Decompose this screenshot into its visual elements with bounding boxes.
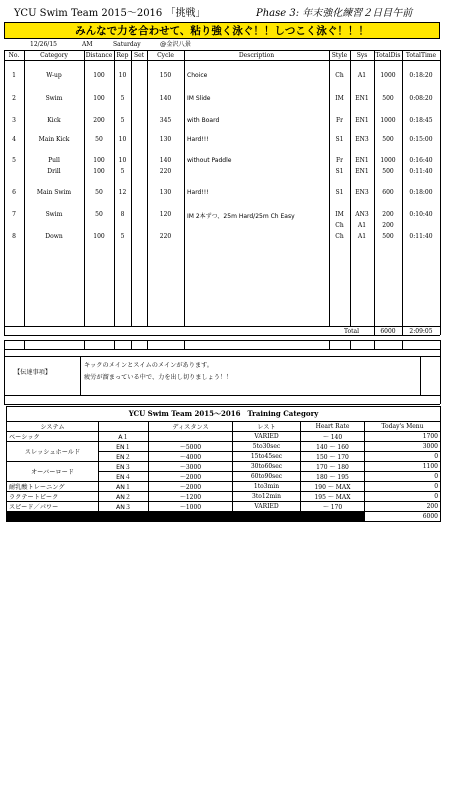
- cell-totaltime: 0:08:20: [409, 95, 433, 102]
- system-heart-rate: 150 〜 170: [301, 452, 365, 462]
- system-menu: 1100: [365, 462, 441, 472]
- system-menu: 3000: [365, 442, 441, 452]
- col-no: No.: [8, 52, 20, 59]
- cell-no: 2: [12, 95, 16, 102]
- system-distance: 〜2000: [149, 482, 233, 492]
- cell-rep: 5: [120, 117, 125, 124]
- th-code: [99, 422, 149, 432]
- phase-title: Phase 3: 年末強化練習２日目午前: [256, 8, 413, 19]
- system-distance: [149, 432, 233, 442]
- cell-rep: 10: [118, 72, 127, 79]
- cell-style: IM: [335, 95, 344, 102]
- system-code: AN１: [99, 482, 149, 492]
- col-sys: Sys: [356, 52, 368, 59]
- system-heart-rate: 170 〜 180: [301, 462, 365, 472]
- cell-totaltime: 0:18:45: [409, 117, 433, 124]
- system-code: A１: [99, 432, 149, 442]
- cell-rep: 5: [120, 233, 125, 240]
- th-distance: ディスタンス: [149, 422, 233, 432]
- cell-no: 1: [12, 72, 16, 79]
- system-rest: VARIED: [233, 502, 301, 512]
- cell-totaltime: 0:10:40: [409, 211, 433, 218]
- cell-style: S1: [335, 189, 344, 196]
- system-code: EN３: [99, 462, 149, 472]
- cell-distance: 50: [95, 189, 103, 196]
- system-name: 耐乳酸トレーニング: [7, 482, 99, 492]
- cell-no: 3: [12, 117, 16, 124]
- cell-totaldis: 500: [382, 168, 394, 175]
- cell-cycle: 220: [159, 233, 172, 240]
- cell-totaldis: 500: [382, 95, 394, 102]
- system-rest: 60to90sec: [233, 472, 301, 482]
- system-menu: 200: [365, 502, 441, 512]
- date: 12/26/15: [30, 41, 57, 48]
- table-row: [7, 462, 441, 472]
- cell-totaltime: 0:11:40: [409, 233, 433, 240]
- system-distance: 〜2000: [149, 472, 233, 482]
- system-menu: 0: [365, 452, 441, 462]
- cell-distance: 100: [93, 233, 105, 240]
- cell-distance: 100: [93, 72, 105, 79]
- system-name: ラクテートピーク: [7, 492, 99, 502]
- col-totaldis: TotalDis: [375, 52, 401, 59]
- system-rest: VARIED: [233, 432, 301, 442]
- cell-sys: EN1: [355, 117, 369, 124]
- cell-rep: 5: [120, 168, 125, 175]
- system-heart-rate: 190 〜 MAX: [301, 482, 365, 492]
- system-name: ベーシック: [7, 432, 99, 442]
- system-code: AN３: [99, 502, 149, 512]
- total-bar: [7, 512, 365, 522]
- cell-category: Kick: [47, 117, 61, 124]
- system-heart-rate: 140 〜 160: [301, 442, 365, 452]
- total-label: Total: [343, 328, 360, 335]
- th-rest: レスト: [233, 422, 301, 432]
- total-time: 2:09:05: [409, 328, 433, 335]
- cell-category: W-up: [46, 72, 62, 79]
- notes-label: 【伝達事項】: [14, 369, 52, 376]
- system-code: EN４: [99, 472, 149, 482]
- cell-style: IM: [335, 211, 344, 218]
- cell-cycle: 130: [159, 136, 172, 143]
- cell-sys: EN1: [355, 168, 369, 175]
- total-distance: 6000: [380, 328, 396, 335]
- system-rest: 30to60sec: [233, 462, 301, 472]
- cell-sys: A1: [357, 233, 367, 240]
- system-rest: 1to3min: [233, 482, 301, 492]
- notes-line-2: 疲労が溜まっている中で、力を出し切りましょう！！: [84, 374, 233, 381]
- system-code: EN１: [99, 442, 149, 452]
- system-heart-rate: 195 〜 MAX: [301, 492, 365, 502]
- cell-totaldis: 1000: [380, 157, 396, 164]
- system-distance: 〜1000: [149, 502, 233, 512]
- location: @金沢八景: [160, 41, 191, 48]
- cell-style: Ch: [335, 233, 344, 240]
- cell-category: Swim: [45, 211, 63, 218]
- cell-category: Down: [45, 233, 63, 240]
- cell-totaltime: 0:18:00: [409, 189, 433, 196]
- cell-no: 8: [12, 233, 16, 240]
- cell-totaltime: 0:15:00: [409, 136, 433, 143]
- system-rest: 5to30sec: [233, 442, 301, 452]
- cell-totaldis: 200: [382, 222, 394, 229]
- motto-banner: みんなで力を合わせて、粘り強く泳ぐ！！しつこく泳ぐ！！！: [4, 22, 440, 39]
- cell-sys: EN3: [355, 136, 369, 143]
- training-category-table: [6, 406, 441, 522]
- cell-cycle: 150: [159, 72, 172, 79]
- cell-rep: 5: [120, 95, 125, 102]
- cell-category: Swim: [45, 95, 63, 102]
- system-rest: 3to12min: [233, 492, 301, 502]
- cell-style: Fr: [335, 117, 344, 124]
- col-distance: Distance: [85, 52, 113, 59]
- cell-sys: A1: [357, 222, 367, 229]
- cell-no: 5: [12, 157, 16, 164]
- cell-style: Fr: [335, 157, 344, 164]
- system-code: EN２: [99, 452, 149, 462]
- cell-style: Ch: [335, 222, 344, 229]
- cell-totaldis: 1000: [380, 72, 396, 79]
- cell-totaltime: 0:11:40: [409, 168, 433, 175]
- col-category: Category: [40, 52, 68, 59]
- table-row: [7, 442, 441, 452]
- cell-style: S1: [335, 136, 344, 143]
- cell-sys: A1: [357, 72, 367, 79]
- system-menu: 0: [365, 472, 441, 482]
- col-description: Description: [238, 52, 275, 59]
- system-distance: 〜3000: [149, 462, 233, 472]
- cell-sys: AN3: [355, 211, 369, 218]
- cell-distance: 100: [93, 157, 105, 164]
- system-menu: 0: [365, 492, 441, 502]
- cell-style: Ch: [335, 72, 344, 79]
- cell-distance: 50: [95, 136, 103, 143]
- cell-sys: EN1: [355, 95, 369, 102]
- cell-category: Main Swim: [36, 189, 72, 196]
- col-rep: Rep: [116, 52, 129, 59]
- th-todays-menu: Today's Menu: [365, 422, 441, 432]
- cell-cycle: 120: [159, 211, 172, 218]
- system-name: スレッシュホールド: [7, 442, 99, 462]
- system-code: AN２: [99, 492, 149, 502]
- cell-cycle: 140: [159, 157, 172, 164]
- col-set: Set: [133, 52, 145, 59]
- system-menu: 1700: [365, 432, 441, 442]
- category-total: 6000: [365, 512, 441, 522]
- cell-cycle: 345: [159, 117, 172, 124]
- cell-totaldis: 200: [382, 211, 394, 218]
- system-heart-rate: 180 〜 195: [301, 472, 365, 482]
- category-table-title: YCU Swim Team 2015〜2016 Training Category: [7, 407, 441, 422]
- th-system: システム: [7, 422, 99, 432]
- cell-no: 6: [12, 189, 16, 196]
- cell-rep: 10: [118, 136, 127, 143]
- cell-totaltime: 0:16:40: [409, 157, 433, 164]
- th-heart-rate: Heart Rate: [301, 422, 365, 432]
- cell-category: Pull: [48, 157, 60, 164]
- cell-totaldis: 500: [382, 233, 394, 240]
- time-of-day: AM: [82, 41, 93, 48]
- cell-totaldis: 1000: [380, 117, 396, 124]
- table-row: [7, 502, 441, 512]
- cell-distance: 50: [95, 211, 103, 218]
- notes-line-1: キックのメインとスイムのメインがあります。: [84, 362, 213, 369]
- cell-description: Hard!!!: [187, 189, 209, 196]
- system-name: スピード／パワー: [7, 502, 99, 512]
- weekday: Saturday: [113, 41, 141, 48]
- cell-category: Drill: [47, 168, 61, 175]
- cell-sys: EN1: [355, 157, 369, 164]
- cell-description: without Paddle: [187, 157, 232, 164]
- cell-rep: 8: [120, 211, 125, 218]
- system-distance: 〜4000: [149, 452, 233, 462]
- team-title: YCU Swim Team 2015〜2016 「挑戦」: [14, 8, 206, 19]
- cell-description: Hard!!!: [187, 136, 209, 143]
- cell-description: Choice: [187, 72, 208, 79]
- system-heart-rate: 〜 140: [301, 432, 365, 442]
- cell-totaltime: 0:18:20: [409, 72, 433, 79]
- cell-totaldis: 600: [382, 189, 394, 196]
- cell-distance: 200: [93, 117, 105, 124]
- cell-sys: EN3: [355, 189, 369, 196]
- cell-cycle: 220: [159, 168, 172, 175]
- col-style: Style: [331, 52, 348, 59]
- cell-cycle: 130: [159, 189, 172, 196]
- system-menu: 0: [365, 482, 441, 492]
- cell-distance: 100: [93, 95, 105, 102]
- system-distance: 〜1200: [149, 492, 233, 502]
- cell-category: Main Kick: [38, 136, 70, 143]
- table-row: [7, 492, 441, 502]
- cell-distance: 100: [93, 168, 105, 175]
- cell-style: S1: [335, 168, 344, 175]
- cell-no: 7: [12, 211, 16, 218]
- table-row: [7, 432, 441, 442]
- col-totaltime: TotalTime: [405, 52, 437, 59]
- cell-rep: 10: [118, 157, 127, 164]
- col-cycle: Cycle: [157, 52, 174, 59]
- system-name: オーバーロード: [7, 462, 99, 482]
- cell-no: 4: [12, 136, 16, 143]
- cell-rep: 12: [118, 189, 127, 196]
- system-rest: 15to45sec: [233, 452, 301, 462]
- system-distance: 〜5000: [149, 442, 233, 452]
- cell-description: with Board: [187, 117, 220, 124]
- cell-totaldis: 500: [382, 136, 394, 143]
- cell-description: IM Slide: [187, 95, 211, 102]
- system-heart-rate: 〜 170: [301, 502, 365, 512]
- cell-description: IM 2本ずつ、25m Hard/25m Ch Easy: [187, 213, 295, 220]
- table-row: [7, 482, 441, 492]
- cell-cycle: 140: [159, 95, 172, 102]
